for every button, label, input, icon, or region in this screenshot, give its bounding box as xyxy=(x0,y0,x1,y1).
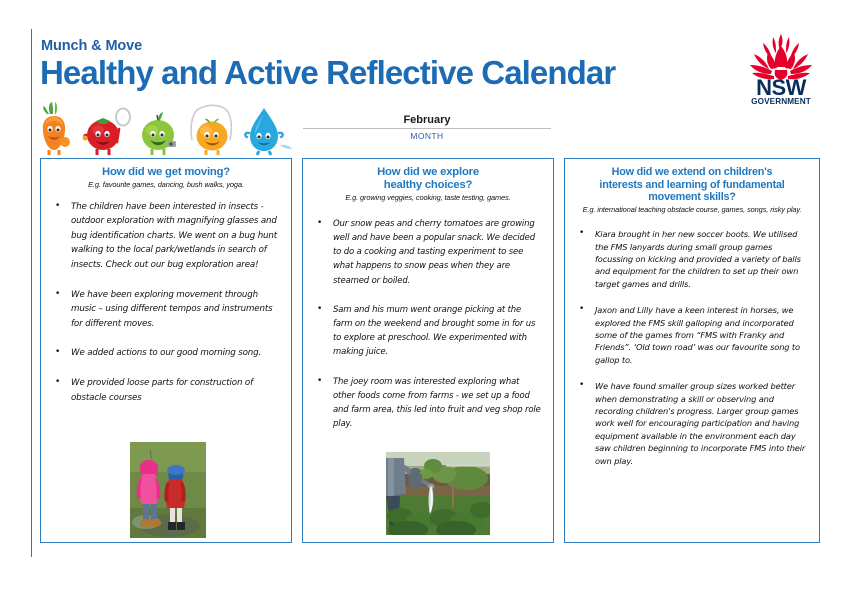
tennis-racquet-icon xyxy=(116,109,130,143)
list-item: • We have been exploring movement through music – using different tempos and instruments for different moves. xyxy=(51,288,281,332)
month-underline xyxy=(303,128,551,129)
orange-mascot-icon xyxy=(191,105,231,155)
list-item: • Kiara brought in her new soccer boots. We utilised the FMS lanyards during small group games focussing on kicking and provided a variety of balls and equipment for the children to set up their own target games and drills. xyxy=(575,228,809,290)
column-subtitle: E.g. favourite games, dancing, bush walks, yoga. xyxy=(88,180,244,190)
svg-text:GOVERNMENT: GOVERNMENT xyxy=(751,97,811,106)
mascot-characters xyxy=(36,100,301,156)
column-heading-line: How did we get moving? xyxy=(101,166,231,178)
column-subtitle: E.g. international teaching obstacle course, games, songs, risky play. xyxy=(582,204,802,214)
child-watering-garden-photo xyxy=(386,452,490,535)
nsw-wordmark xyxy=(751,75,811,106)
nsw-government-logo xyxy=(738,30,824,106)
list-item: • The joey room was interested exploring what other foods come from farms - we set up a food and farm area, this led into fruit and veg shop role play. xyxy=(313,375,543,432)
list-item: • The children have been interested in insects - outdoor exploration with magnifying glasses and bug identification charts. We went on a bug hunt walking to the local park/wetlands in search of insects. Check out our bug exploration area! xyxy=(51,200,281,273)
column-heading-line: movement skills? xyxy=(648,191,736,204)
month-field xyxy=(303,114,551,141)
list-item: • Sam and his mum went orange picking at the farm on the weekend and brought some in for us to explore at preschool. We experimented with making juice. xyxy=(313,303,543,360)
column-heading-line: How did we extend on children's xyxy=(611,166,773,178)
left-vertical-rule xyxy=(31,29,32,557)
column-header xyxy=(303,159,553,203)
reflection-bullet-list xyxy=(565,214,819,467)
apple-mascot-icon xyxy=(142,112,176,155)
carrot-mascot-icon xyxy=(43,102,70,155)
column-subtitle: E.g. growing veggies, cooking, taste testing, games. xyxy=(345,193,511,203)
tomato-mascot-icon xyxy=(83,109,130,156)
column-heading-line: healthy choices? xyxy=(383,179,473,192)
waratah-flower-icon xyxy=(750,34,812,80)
column-heading-line: interests and learning of fundamental xyxy=(599,178,785,191)
column-header xyxy=(565,159,819,214)
brand-name: Munch & Move xyxy=(41,38,143,54)
month-value[interactable]: February xyxy=(403,114,451,126)
month-label: MONTH xyxy=(410,131,444,141)
page-title: Healthy and Active Reflective Calendar xyxy=(40,54,616,91)
children-in-raincoats-photo xyxy=(130,442,206,538)
list-item: • Our snow peas and cherry tomatoes are growing well and have been a popular snack. We decided to do a cooking and tasting experiment to see what happens to snow peas when they are steamed or boiled. xyxy=(313,217,543,288)
water-drop-mascot-icon xyxy=(245,108,292,155)
svg-text:NSW: NSW xyxy=(756,75,806,100)
reflection-column-fundamental-movement xyxy=(564,158,820,543)
reflection-bullet-list xyxy=(41,190,291,406)
list-item: • We added actions to our good morning song. xyxy=(51,346,281,361)
reflection-bullet-list xyxy=(303,203,553,432)
column-header xyxy=(41,159,291,190)
list-item: • Jaxon and Lilly have a keen interest in horses, we explored the FMS skill galloping and incorporated some of the games from “FMS with Franky and Friends”. ‘Old town road’ was our favourite song to gallop to. xyxy=(575,304,809,366)
column-heading-line: How did we explore xyxy=(377,166,479,178)
list-item: • We have found smaller group sizes worked better when demonstrating a skill or observing and recording children's progress. Larger group games work well for encouraging participation and having equipment available in the environment each day saw children beginning to incorporate FMS into their own play. xyxy=(575,380,809,467)
list-item: • We provided loose parts for construction of obstacle courses xyxy=(51,376,281,405)
